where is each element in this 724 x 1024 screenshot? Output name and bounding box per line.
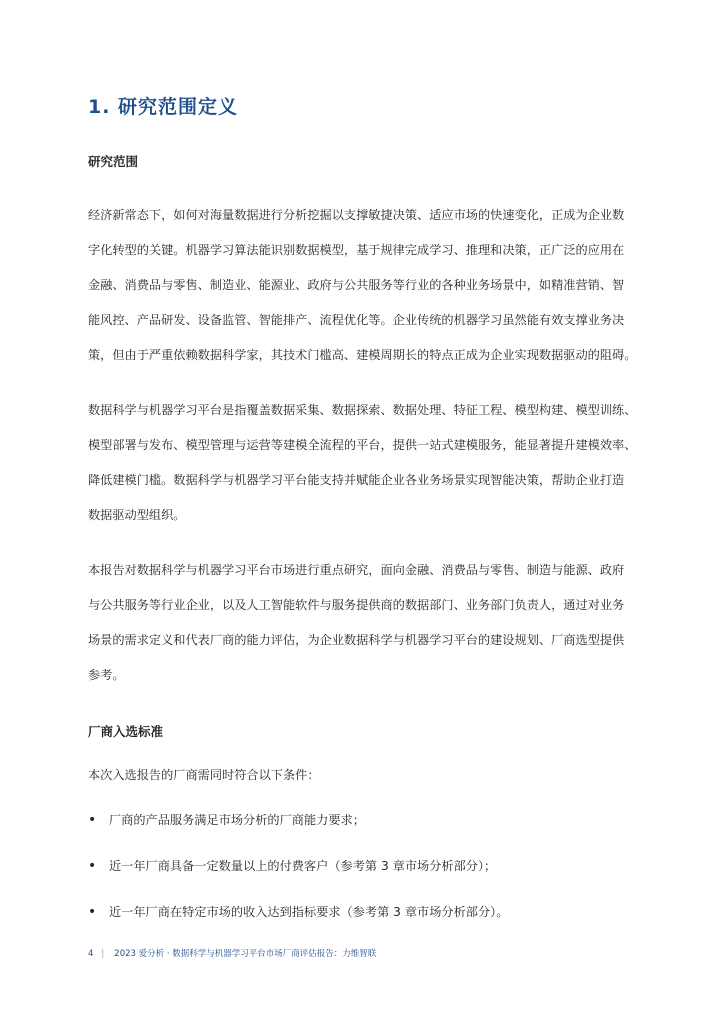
- paragraph-line: 金融、消费品与零售、制造业、能源业、政府与公共服务等行业的各种业务场景中，如精准营销、智: [88, 278, 625, 292]
- bullet-icon: •: [88, 812, 97, 828]
- paragraph-line: 场景的需求定义和代表厂商的能力评估，为企业数据科学与机器学习平台的建设规划、厂商选型提供: [88, 633, 625, 647]
- paragraph-line: 字化转型的关键。机器学习算法能识别数据模型，基于规律完成学习、推理和决策，正广泛的应用在: [88, 243, 625, 257]
- criteria-heading: 厂商入选标准: [88, 724, 164, 739]
- paragraph-line: 数据驱动型组织。: [88, 508, 186, 522]
- paragraph-line: 数据科学与机器学习平台是指覆盖数据采集、数据探索、数据处理、特征工程、模型构建、模型训练、: [88, 403, 637, 417]
- scope-paragraph-1: [88, 198, 640, 373]
- criteria-item: [88, 856, 648, 876]
- paragraph-line: 降低建模门槛。数据科学与机器学习平台能支持并赋能企业各业务场景实现智能决策，帮助企业打造: [88, 473, 625, 487]
- bullet-icon: •: [88, 904, 97, 920]
- section-title: 1. 研究范围定义: [88, 96, 239, 118]
- criteria-item-text: 厂商的产品服务满足市场分析的厂商能力要求；: [109, 813, 365, 827]
- criteria-item-text: 近一年厂商具备一定数量以上的付费客户（参考第 3 章市场分析部分）；: [109, 859, 497, 873]
- paragraph-line: 经济新常态下，如何对海量数据进行分析挖掘以支撑敏捷决策、适应市场的快速变化，正成为企业数: [88, 208, 625, 222]
- scope-paragraph-3: [88, 553, 640, 693]
- criteria-item-text: 近一年厂商在特定市场的收入达到指标要求（参考第 3 章市场分析部分）。: [109, 905, 509, 919]
- footer-report-title: 2023 爱分析 · 数据科学与机器学习平台市场厂商评估报告：力维智联: [114, 949, 377, 959]
- scope-paragraph-2: [88, 393, 640, 533]
- criteria-item: [88, 810, 648, 830]
- paragraph-line: 模型部署与发布、模型管理与运营等建模全流程的平台，提供一站式建模服务，能显著提升建模效率、: [88, 438, 637, 452]
- paragraph-line: 本报告对数据科学与机器学习平台市场进行重点研究，面向金融、消费品与零售、制造与能源、政府: [88, 563, 625, 577]
- paragraph-line: 能风控、产品研发、设备监管、智能排产、流程优化等。企业传统的机器学习虽然能有效支撑业务决: [88, 313, 625, 327]
- paragraph-line: 参考。: [88, 668, 125, 682]
- bullet-icon: •: [88, 858, 97, 874]
- page-number: 4: [88, 949, 94, 959]
- paragraph-line: 策，但由于严重依赖数据科学家，其技术门槛高、建模周期长的特点正成为企业实现数据驱动的阻碍。: [88, 348, 637, 362]
- scope-heading: 研究范围: [88, 154, 139, 169]
- page-footer: [88, 947, 376, 959]
- criteria-intro: 本次入选报告的厂商需同时符合以下条件：: [88, 768, 320, 782]
- footer-separator: |: [101, 949, 105, 959]
- paragraph-line: 与公共服务等行业企业，以及人工智能软件与服务提供商的数据部门、业务部门负责人，通过对业务: [88, 598, 625, 612]
- criteria-item: [88, 902, 648, 922]
